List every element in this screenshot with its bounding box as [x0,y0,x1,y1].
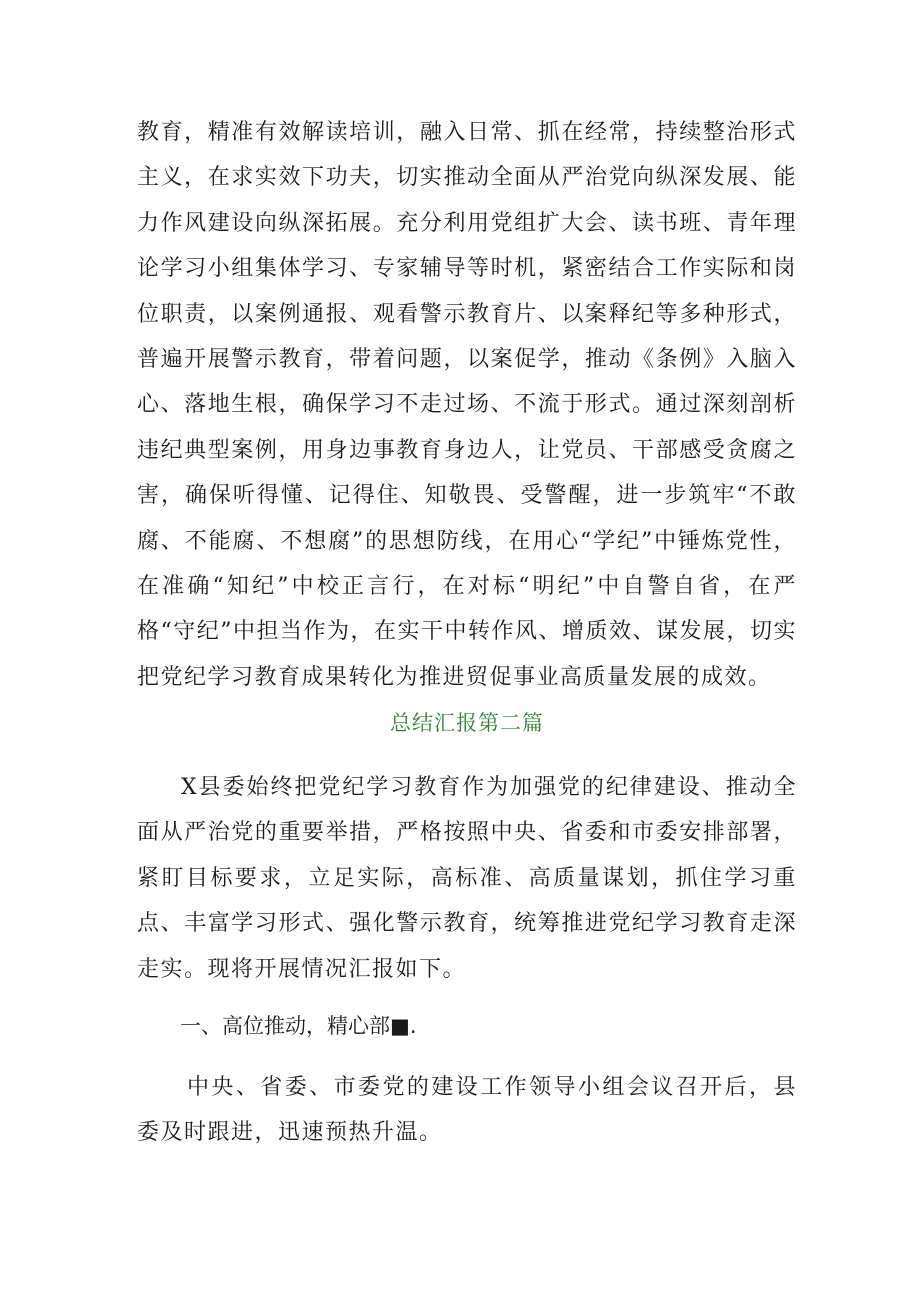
section-title: 总结汇报第二篇 [390,711,544,735]
section-heading: 一、高位推动，精心部■. [180,1014,417,1038]
body-paragraph: 中央、省委、市委党的建设工作领导小组会议召开后，县委及时跟进，迅速预热升温。 [137,1075,797,1146]
body-paragraph: X县委始终把党纪学习教育作为加强党的纪律建设、推动全面从严治党的重要举措，严格按照中央、省委和市委安排部署，紧盯目标要求，立足实际，高标准、高质量谋划，抓住学习重点、丰富学习形式、强化警示教育，统筹推进党纪学习教育走深走实。现将开展情况汇报如下。 [137,775,797,982]
body-paragraph: 教育，精准有效解读培训，融入日常、抓在经常，持续整治形式主义，在求实效下功夫，切实推动全面从严治党向纵深发展、能力作风建设向纵深拓展。充分利用党组扩大会、读书班、青年理论学习小组集体学习、专家辅导等时机，紧密结合工作实际和岗位职责，以案例通报、观看警示教育片、以案释纪等多种形式，普遍开展警示教育，带着问题，以案促学，推动《条例》入脑入心、落地生根，确保学习不走过场、不流于形式。通过深刻剖析违纪典型案例，用身边事教育身边人，让党员、干部感受贪腐之害，确保听得懂、记得住、知敬畏、受警醒，进一步筑牢“不敢腐、不能腐、不想腐”的思想防线，在用心“学纪”中锤炼党性，在准确“知纪”中校正言行，在对标“明纪”中自警自省，在严格“守纪”中担当作为，在实干中转作风、增质效、谋发展，切实把党纪学习教育成果转化为推进贸促事业高质量发展的成效。 [137,120,797,690]
